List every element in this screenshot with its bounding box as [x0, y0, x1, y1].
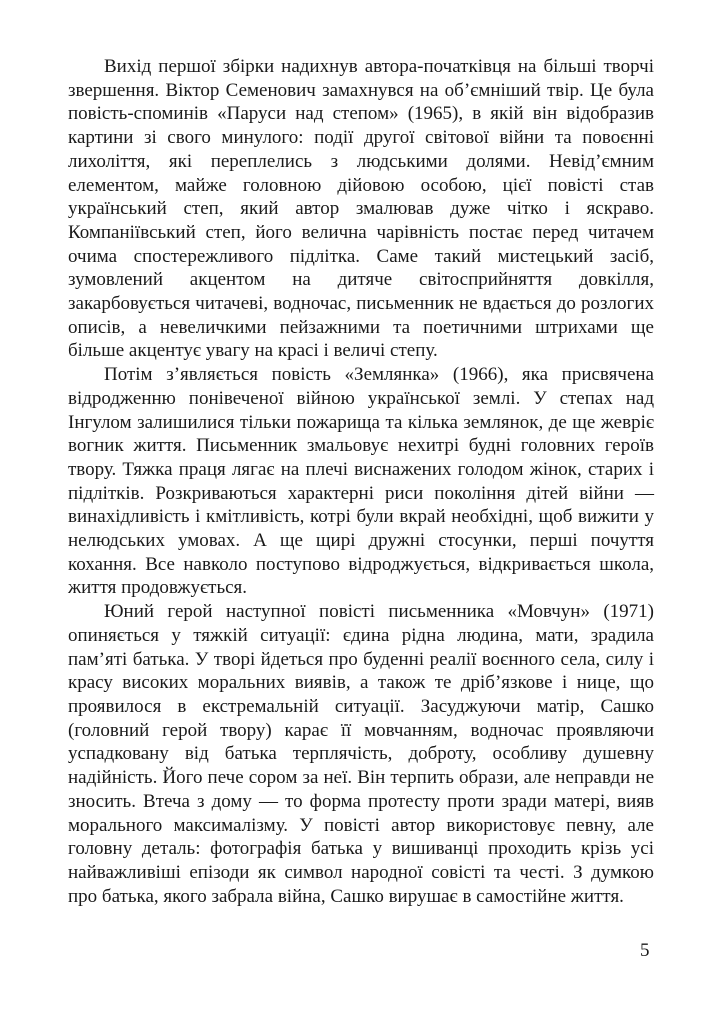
paragraph-3: Юний герой наступної повісті письменника «Мовчун» (1971) опиняється у тяжкій ситуації: єдина рідна людина, мати, зрадила пам’яті батька. У творі йдеться про буденні реалії воєнного села, силу і красу високих моральних виявів, а також те дріб’язкове і нице, що проявилося в екстремальній ситуації. Засуджуючи матір, Сашко (головний герой твору) карає її мовчанням, водночас проявляючи успадковану від батька терплячість, доброту, особливу душевну надійність. Його пече сором за неї. Він терпить образи, але неправди не зносить. Втеча з дому — то форма протесту проти зради матері, вияв морального максималізму. У повісті автор використовує певну, але головну деталь: фотографія батька у вишиванці проходить крізь усі найважливіші епізоди як символ народної совісті та честі. З думкою про батька, якого забрала війна, Сашко вирушає в самостійне життя. [68, 601, 654, 907]
paragraph-2: Потім з’являється повість «Землянка» (1966), яка присвячена відродженню понівеченої війною української землі. У степах над Інгулом залишилися тільки пожарища та кілька землянок, де ще жевріє вогник життя. Письменник змальовує нехитрі будні головних героїв твору. Тяжка праця лягає на плечі виснажених голодом жінок, старих і підлітків. Розкриваються характерні риси покоління дітей війни — винахідливість і кмітливість, котрі були вкрай необхідні, щоб вижити у нелюдських умовах. А ще щирі дружні стосунки, перші почуття кохання. Все навколо поступово відроджується, відкривається школа, життя продовжується. [68, 364, 654, 599]
body-text [68, 55, 654, 908]
paragraph-1: Вихід першої збірки надихнув автора-початківця на більші творчі звершення. Віктор Семенович замахнувся на об’ємніший твір. Це була повість-споминів «Паруси над степом» (1965), в якій він відобразив картини зі свого минулого: події другої світової війни та повоєнні лихоліття, які переплелись з людськими долями. Невід’ємним елементом, майже головною дійовою особою, цієї повісті став український степ, який автор змалював дуже чітко і яскраво. Компаніївський степ, його велична чарівність постає перед читачем очима спостережливого підлітка. Саме такий мистецький засіб, зумовлений акцентом на дитяче світосприйняття довкілля, закарбовується читачеві, водночас, письменник не вдається до розлогих описів, а невеличкими пейзажними та поетичними штрихами ще більше акцентує увагу на красі і величі степу. [68, 56, 654, 362]
page-number: 5 [640, 940, 650, 961]
